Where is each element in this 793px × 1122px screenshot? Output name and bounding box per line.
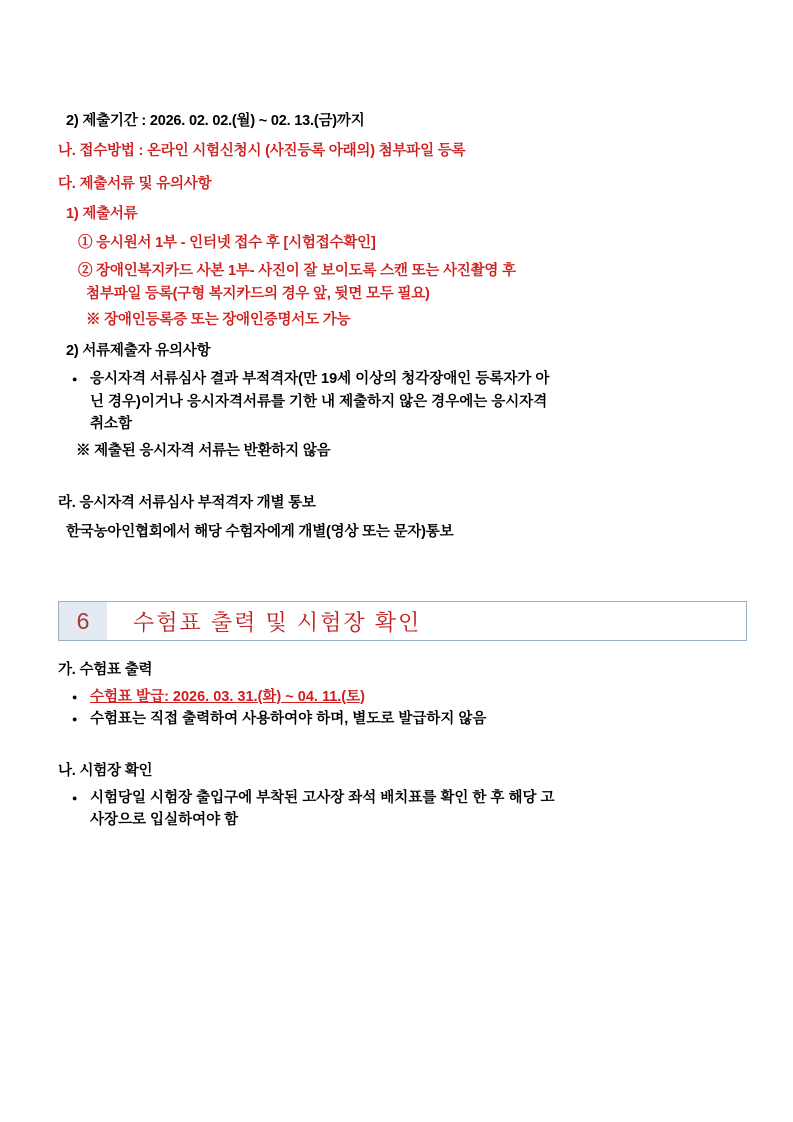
section-6-title: 수험표 출력 및 시험장 확인 [107,602,746,640]
notice-bullet-1-line-3: 취소함 [90,416,133,433]
notice-bullet-1-line-2: 닌 경우)이거나 응시자격서류를 기한 내 제출하지 않은 경우에는 응시자격 [90,393,548,410]
admission-ticket-bullet-1-text: 수험표 발급: 2026. 03. 31.(화) ~ 04. 11.(토) [90,688,365,705]
notify-heading: 라. 응시자격 서류심사 부적격자 개별 통보 [58,495,316,512]
exam-venue-bullet-1-line-1: 시험당일 시험장 출입구에 부착된 고사장 좌석 배치표를 확인 한 후 해당 고 [90,789,555,806]
documents-item-2-line-1: ② 장애인복지카드 사본 1부- 사진이 잘 보이도록 스캔 또는 사진촬영 후 [78,263,516,280]
documents-sub-heading-2: 2) 서류제출자 유의사항 [66,342,211,359]
submission-period-line: 2) 제출기간 : 2026. 02. 02.(월) ~ 02. 13.(금)까지 [66,113,365,129]
bullet-dot-icon: ● [72,374,78,385]
exam-venue-bullet-1-line-2: 사장으로 입실하여야 함 [90,812,239,829]
notice-bullet-1-text [90,368,697,435]
section-6-header [58,601,747,641]
documents-item-2-line-2: 첨부파일 등록(구형 복지카드의 경우 앞, 뒷면 모두 필요) [86,285,430,302]
bullet-dot-icon: ● [72,713,78,724]
exam-venue-bullet-1 [72,787,715,832]
admission-ticket-bullet-1 [72,686,697,708]
documents-sub-heading-1: 1) 제출서류 [66,206,138,223]
notify-body: 한국농아인협회에서 해당 수험자에게 개별(영상 또는 문자)통보 [66,523,454,540]
admission-ticket-bullet-2-text: 수험표는 직접 출력하여 사용하여야 하며, 별도로 발급하지 않음 [90,710,487,727]
admission-ticket-bullet-2 [72,708,697,730]
notice-bullet-1 [72,368,697,435]
admission-ticket-heading: 가. 수험표 출력 [58,662,153,679]
return-note: ※ 제출된 응시자격 서류는 반환하지 않음 [76,442,331,459]
section-6-number: 6 [59,602,107,640]
exam-venue-bullet-1-text [90,787,715,832]
bullet-dot-icon: ● [72,792,78,803]
application-method-line: 나. 접수방법 : 온라인 시험신청시 (사진등록 아래의) 첨부파일 등록 [58,143,466,160]
documents-heading: 다. 제출서류 및 유의사항 [58,175,212,192]
exam-venue-heading: 나. 시험장 확인 [58,763,153,780]
documents-item-1: ① 응시원서 1부 - 인터넷 접수 후 [시험접수확인] [78,234,376,251]
bullet-dot-icon: ● [72,691,78,702]
notice-bullet-1-line-1: 응시자격 서류심사 결과 부적격자(만 19세 이상의 청각장애인 등록자가 아 [90,371,550,388]
documents-item-2-note: ※ 장애인등록증 또는 장애인증명서도 가능 [86,312,351,329]
